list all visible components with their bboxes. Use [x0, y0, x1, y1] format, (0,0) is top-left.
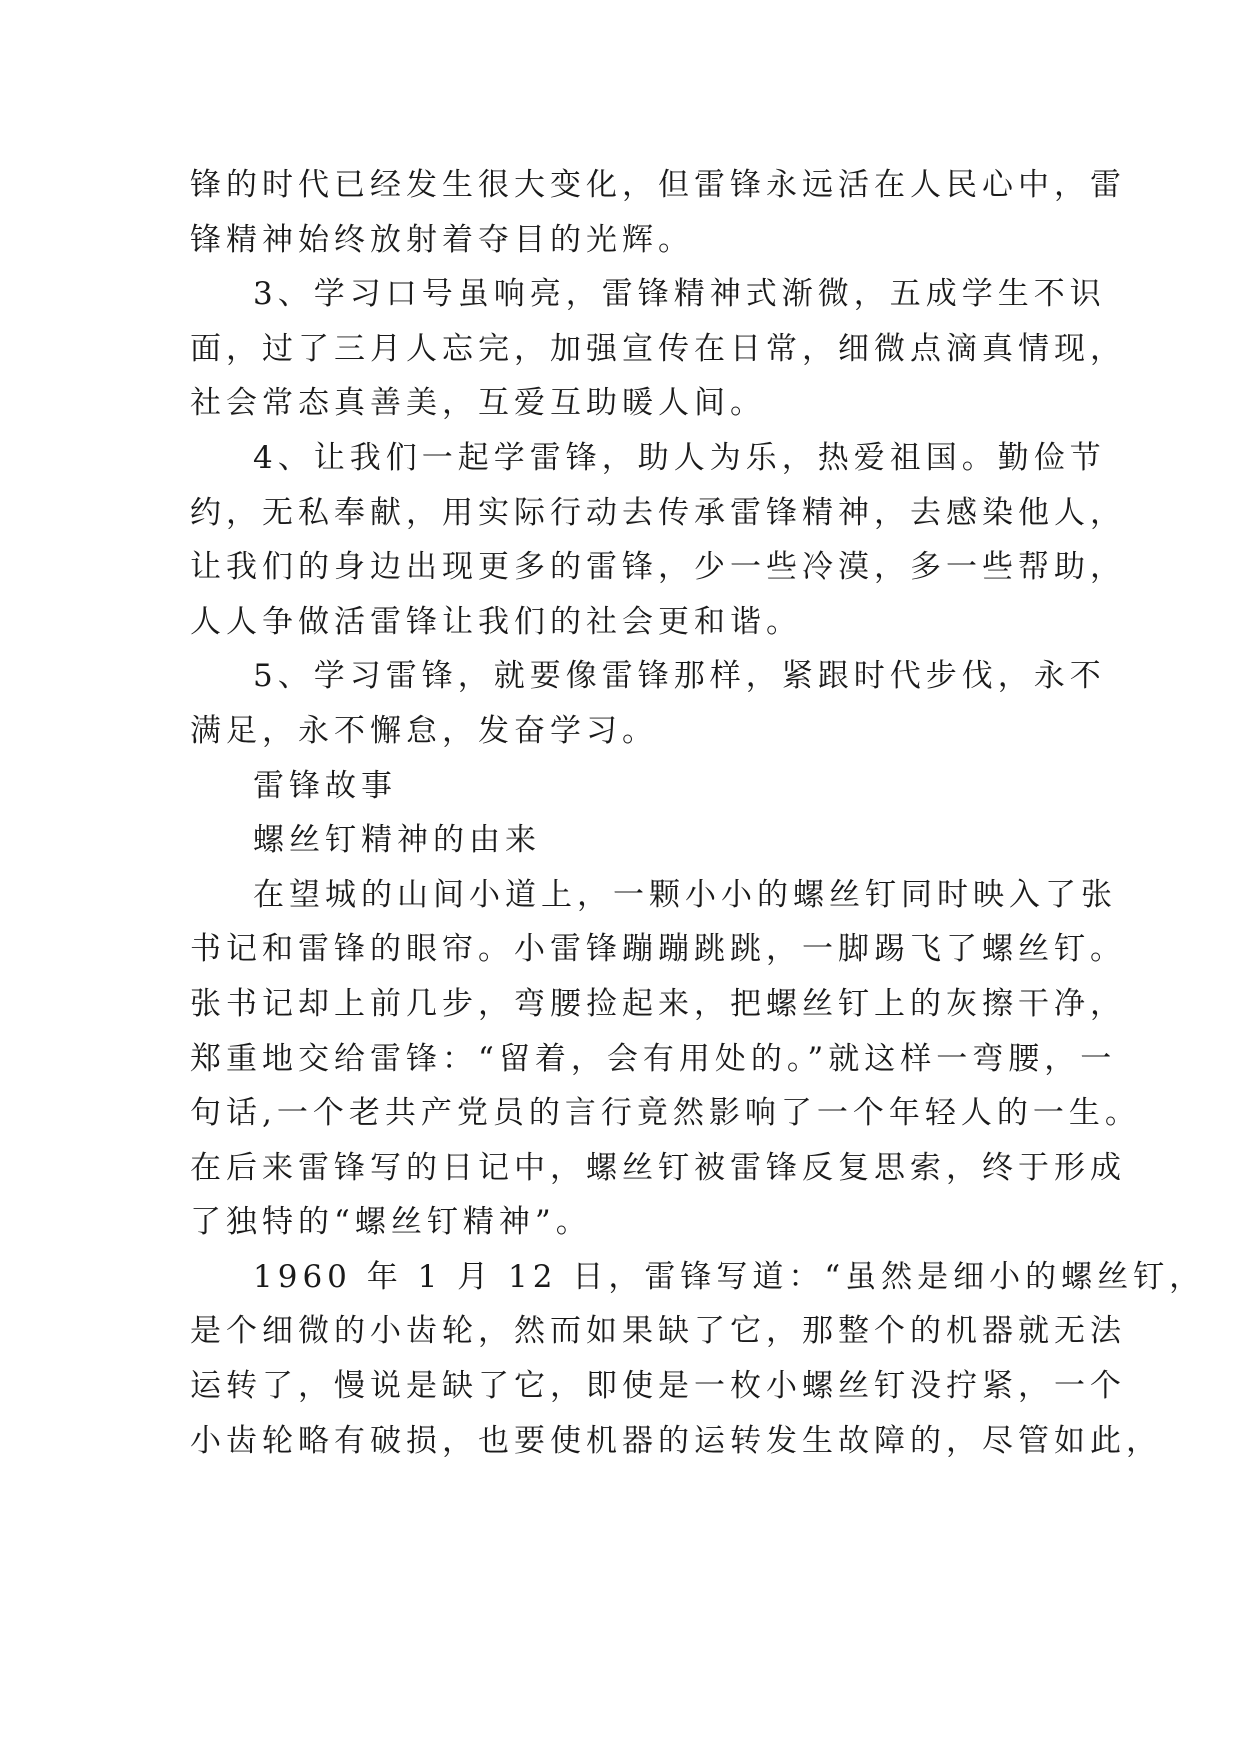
text-line: 满足，永不懈怠，发奋学习。 — [190, 712, 658, 749]
text-line: 郑重地交给雷锋：“留着，会有用处的。”就这样一弯腰，一 — [190, 1040, 1117, 1077]
text-line: 锋的时代已经发生很大变化，但雷锋永远活在人民心中，雷 — [190, 167, 1126, 203]
story-title: 螺丝钉精神的由来 — [253, 822, 541, 859]
text-line: 人人争做活雷锋让我们的社会更和谐。 — [190, 603, 802, 640]
text-line: 面，过了三月人忘完，加强宣传在日常，细微点滴真情现， — [190, 330, 1126, 367]
text-line: 约，无私奉献，用实际行动去传承雷锋精神，去感染他人， — [190, 494, 1126, 531]
paragraph-first-line: 1960 年 1 月 12 日，雷锋写道：“虽然是细小的螺丝钉， — [253, 1258, 1206, 1295]
text-line: 在后来雷锋写的日记中，螺丝钉被雷锋反复思索，终于形成 — [190, 1149, 1126, 1186]
paragraph-first-line: 4、让我们一起学雷锋，助人为乐，热爱祖国。勤俭节 — [253, 439, 1106, 476]
text-line: 运转了，慢说是缺了它，即使是一枚小螺丝钉没拧紧，一个 — [190, 1368, 1126, 1405]
paragraph-first-line: 在望城的山间小道上，一颗小小的螺丝钉同时映入了张 — [253, 876, 1117, 913]
text-line: 了独特的“螺丝钉精神”。 — [190, 1204, 592, 1241]
text-line: 书记和雷锋的眼帘。小雷锋蹦蹦跳跳，一脚踢飞了螺丝钉。 — [190, 931, 1126, 968]
text-line: 句话,一个老共产党员的言行竟然影响了一个年轻人的一生。 — [190, 1095, 1141, 1132]
text-line: 锋精神始终放射着夺目的光辉。 — [190, 221, 694, 258]
section-heading: 雷锋故事 — [253, 767, 397, 804]
text-line: 让我们的身边出现更多的雷锋，少一些冷漠，多一些帮助， — [190, 549, 1126, 586]
text-line: 张书记却上前几步，弯腰捡起来，把螺丝钉上的灰擦干净， — [190, 985, 1126, 1022]
paragraph-first-line: 5、学习雷锋，就要像雷锋那样，紧跟时代步伐，永不 — [253, 658, 1106, 695]
text-line: 是个细微的小齿轮，然而如果缺了它，那整个的机器就无法 — [190, 1313, 1126, 1350]
paragraph-first-line: 3、学习口号虽响亮，雷锋精神式渐微，五成学生不识 — [253, 276, 1106, 313]
text-line: 社会常态真善美，互爱互助暖人间。 — [190, 385, 766, 422]
document-body — [190, 158, 1206, 1468]
text-line: 小齿轮略有破损，也要使机器的运转发生故障的，尽管如此， — [190, 1422, 1162, 1459]
